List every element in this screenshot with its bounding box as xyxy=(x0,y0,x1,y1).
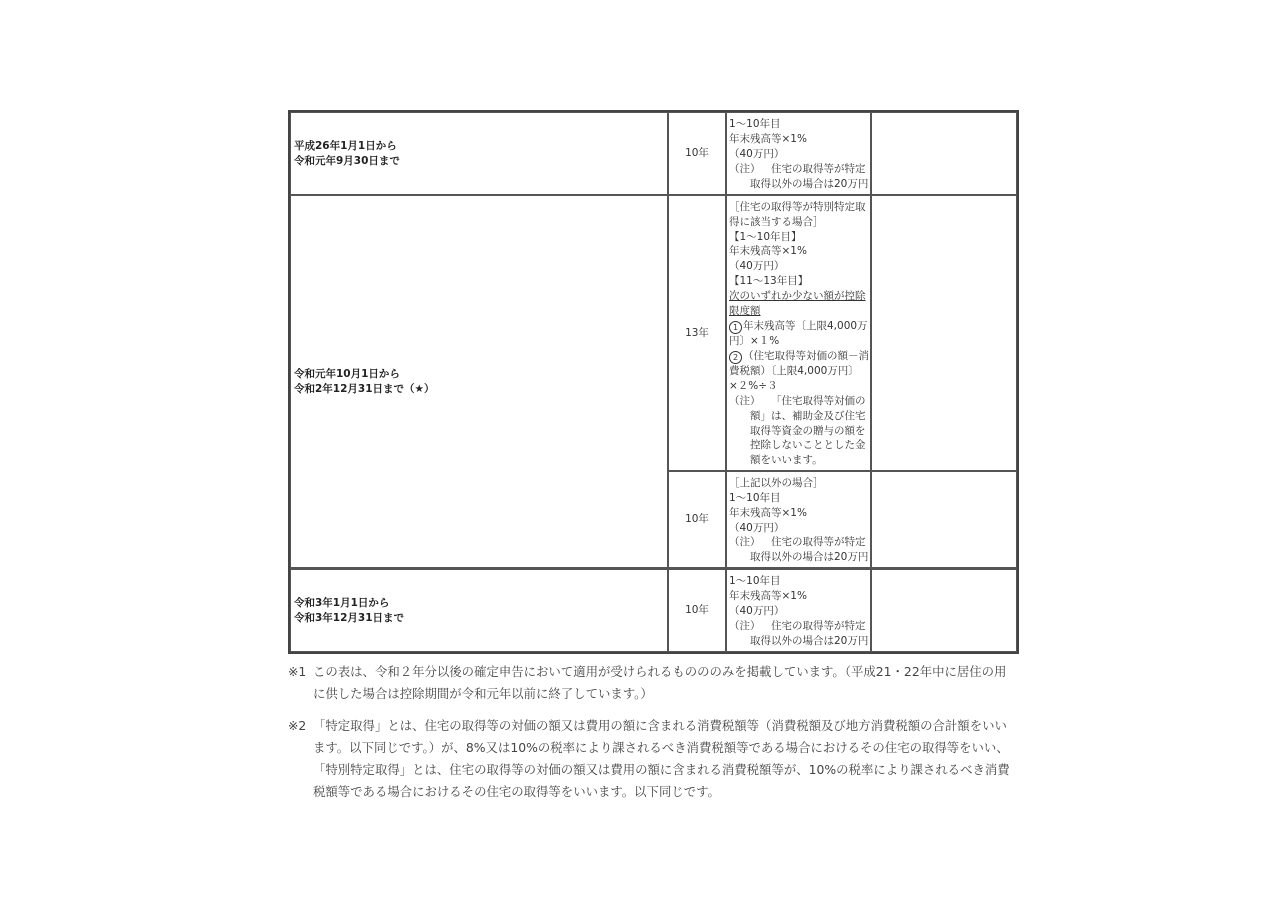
detail-line: 限度額 xyxy=(729,305,761,318)
period-line: 令和2年12月31日まで（★） xyxy=(294,382,435,395)
detail-line: （40万円） xyxy=(729,260,785,273)
note-text: 控除しないこととした金 xyxy=(750,439,866,452)
detail-line xyxy=(729,319,869,334)
deduction-table xyxy=(288,110,1019,654)
detail-line: 【11～13年目】 xyxy=(729,275,809,288)
detail-line: 得に該当する場合］ xyxy=(729,215,824,228)
footnote xyxy=(288,661,1018,705)
footnote-mark: ※2 xyxy=(288,718,307,733)
detail-line: （40万円） xyxy=(729,521,785,534)
footnotes xyxy=(288,661,1018,813)
years-cell: 10年 xyxy=(668,569,726,652)
detail-line: 年末残高等×1% xyxy=(729,590,807,603)
detail-line: （40万円） xyxy=(729,148,785,161)
empty-cell xyxy=(871,569,1017,652)
note-line xyxy=(729,535,869,550)
table-row xyxy=(290,112,1017,195)
note-line xyxy=(729,394,869,409)
empty-cell xyxy=(871,195,1017,471)
years-cell: 13年 xyxy=(668,195,726,471)
period-cell xyxy=(290,569,668,652)
note-tag: （注） xyxy=(729,394,761,407)
detail-line: （40万円） xyxy=(729,605,785,618)
detail-line: 年末残高等×1% xyxy=(729,506,807,519)
detail-line: 費税額）〔上限4,000万円〕 xyxy=(729,364,859,377)
detail-line: 1～10年目 xyxy=(729,575,781,588)
detail-cell xyxy=(726,471,871,569)
period-cell xyxy=(290,195,668,569)
circled-number-2: 2 xyxy=(729,351,742,364)
detail-line: 1～10年目 xyxy=(729,118,781,131)
years-cell: 10年 xyxy=(668,112,726,195)
period-cell xyxy=(290,112,668,195)
note-text: 住宅の取得等が特定 xyxy=(771,619,866,632)
circled-number-1: 1 xyxy=(729,321,742,334)
note-text: 「住宅取得等対価の xyxy=(771,394,866,407)
detail-line: 年末残高等×1% xyxy=(729,245,807,258)
detail-line: ［上記以外の場合］ xyxy=(729,476,824,489)
detail-cell xyxy=(726,569,871,652)
detail-cell xyxy=(726,195,871,471)
table-row xyxy=(290,195,1017,471)
period-line: 平成26年1月1日から xyxy=(294,139,397,152)
note-text: 取得以外の場合は20万円 xyxy=(750,634,869,647)
note-text: 額をいいます。 xyxy=(750,454,823,467)
detail-cell xyxy=(726,112,871,195)
period-line: 令和3年1月1日から xyxy=(294,596,390,609)
footnote-mark: ※1 xyxy=(288,664,307,679)
note-text: 住宅の取得等が特定 xyxy=(771,536,866,549)
detail-line: 円〕×１% xyxy=(729,335,780,347)
item-text: 年末残高等〔上限4,000万 xyxy=(743,320,868,332)
detail-line: ［住宅の取得等が特別特定取 xyxy=(729,200,866,213)
footnote-text: この表は、令和２年分以後の確定申告において適用が受けられるものののみを掲載しています。（平成21・22年中に居住の用に供した場合は控除期間が令和元年以前に終了しています。） xyxy=(313,664,1007,701)
detail-line: 次のいずれか少ない額が控除 xyxy=(729,290,866,303)
detail-line: ×２%÷３ xyxy=(729,379,778,392)
detail-line: 【1～10年目】 xyxy=(729,230,802,243)
table-row xyxy=(290,569,1017,652)
note-line xyxy=(729,162,869,177)
item-text: （住宅取得等対価の額－消 xyxy=(743,349,869,362)
note-line xyxy=(729,619,869,634)
note-tag: （注） xyxy=(729,536,761,549)
note-tag: （注） xyxy=(729,162,761,175)
detail-line xyxy=(729,349,869,364)
period-line: 令和3年12月31日まで xyxy=(294,611,405,624)
note-tag: （注） xyxy=(729,619,761,632)
note-text: 額」は、補助金及び住宅 xyxy=(750,409,866,422)
note-text: 取得以外の場合は20万円 xyxy=(750,177,869,190)
empty-cell xyxy=(871,112,1017,195)
footnote xyxy=(288,715,1018,803)
footnote-text: 「特定取得」とは、住宅の取得等の対価の額又は費用の額に含まれる消費税額等（消費税額及び地方消費税額の合計額をいいます。以下同じです。）が、8%又は10%の税率により課されるべき消費税額等である場合におけるその住宅の取得等をいい、「特別特定取得」とは、住宅の取得等の対価の額又は費用の額に含まれる消費税額等が、10%の税率により課されるべき消費税額等である場合におけるその住宅の取得等をいいます。以下同じです。 xyxy=(313,718,1010,799)
period-line: 令和元年10月1日から xyxy=(294,367,400,380)
years-cell: 10年 xyxy=(668,471,726,569)
detail-line: 年末残高等×1% xyxy=(729,133,807,146)
empty-cell xyxy=(871,471,1017,569)
period-line: 令和元年9月30日まで xyxy=(294,154,400,167)
note-text: 取得等資金の贈与の額を xyxy=(750,424,866,437)
note-text: 住宅の取得等が特定 xyxy=(771,162,866,175)
detail-line: 1～10年目 xyxy=(729,491,781,504)
note-text: 取得以外の場合は20万円 xyxy=(750,551,869,564)
